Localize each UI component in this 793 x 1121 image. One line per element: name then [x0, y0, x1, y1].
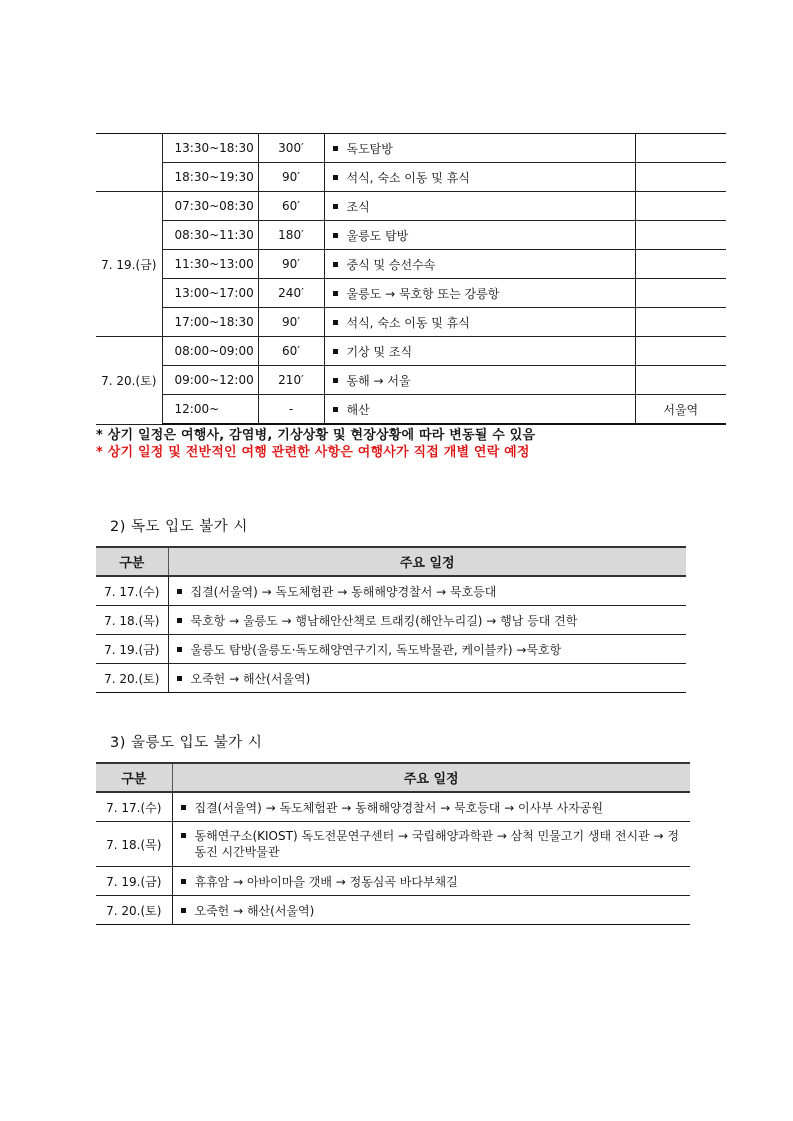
square-bullet-icon	[333, 262, 338, 267]
activity-cell	[324, 192, 635, 221]
plan-cell	[172, 822, 690, 867]
table-header-row	[96, 547, 686, 576]
duration-cell: 90′	[258, 163, 324, 192]
table-row	[96, 134, 726, 163]
plan-cell	[168, 635, 686, 664]
date-cell: 7. 19.(금)	[96, 635, 168, 664]
square-bullet-icon	[177, 589, 182, 594]
duration-cell: 60′	[258, 337, 324, 366]
date-cell: 7. 17.(수)	[96, 576, 168, 606]
table-row	[96, 635, 686, 664]
table-row	[96, 896, 690, 925]
activity-text: 조식	[346, 199, 370, 214]
activity-cell	[324, 163, 635, 192]
duration-cell: 240′	[258, 279, 324, 308]
note-cell	[635, 134, 726, 163]
note-cell	[635, 221, 726, 250]
plan-cell	[172, 867, 690, 896]
date-cell: 7. 17.(수)	[96, 792, 172, 822]
square-bullet-icon	[181, 833, 186, 838]
table-row	[96, 576, 686, 606]
activity-cell	[324, 279, 635, 308]
table-row	[96, 337, 726, 366]
header-main-schedule: 주요 일정	[168, 547, 686, 576]
day-cell: 7. 19.(금)	[96, 192, 162, 337]
square-bullet-icon	[333, 233, 338, 238]
time-cell: 12:00~	[162, 395, 258, 425]
activity-cell	[324, 134, 635, 163]
time-cell: 07:30~08:30	[162, 192, 258, 221]
activity-text: 울릉도 탐방	[346, 228, 409, 243]
table-row	[96, 606, 686, 635]
note-cell	[635, 192, 726, 221]
activity-cell	[324, 366, 635, 395]
square-bullet-icon	[181, 908, 186, 913]
square-bullet-icon	[333, 320, 338, 325]
table-row	[96, 192, 726, 221]
duration-cell: 300′	[258, 134, 324, 163]
activity-text: 석식, 숙소 이동 및 휴식	[346, 170, 470, 185]
day-cell: 7. 20.(토)	[96, 337, 162, 425]
date-cell: 7. 18.(목)	[96, 606, 168, 635]
table-row	[96, 664, 686, 693]
duration-cell: 90′	[258, 308, 324, 337]
table-row	[96, 395, 726, 425]
time-cell: 18:30~19:30	[162, 163, 258, 192]
table-row	[96, 867, 690, 896]
square-bullet-icon	[333, 146, 338, 151]
plan-text: 동해연구소(KIOST) 독도전문연구센터 → 국립해양과학관 → 삼척 민물고기 생태 전시관 → 정동진 시간박물관	[194, 829, 679, 859]
activity-cell	[324, 337, 635, 366]
table-row	[96, 163, 726, 192]
activity-text: 중식 및 승선수속	[346, 257, 436, 272]
activity-text: 석식, 숙소 이동 및 휴식	[346, 315, 470, 330]
plan-cell	[172, 896, 690, 925]
time-cell: 08:30~11:30	[162, 221, 258, 250]
square-bullet-icon	[177, 618, 182, 623]
day-cell	[96, 134, 162, 192]
header-category: 구분	[96, 547, 168, 576]
duration-cell: 90′	[258, 250, 324, 279]
square-bullet-icon	[333, 407, 338, 412]
table-row	[96, 221, 726, 250]
square-bullet-icon	[333, 349, 338, 354]
square-bullet-icon	[333, 291, 338, 296]
note-cell	[635, 308, 726, 337]
duration-cell: -	[258, 395, 324, 425]
activity-text: 해산	[346, 402, 370, 417]
square-bullet-icon	[333, 175, 338, 180]
table-row	[96, 279, 726, 308]
schedule-table	[96, 133, 726, 425]
table-header-row	[96, 763, 690, 792]
activity-cell	[324, 395, 635, 425]
header-main-schedule: 주요 일정	[172, 763, 690, 792]
time-cell: 13:30~18:30	[162, 134, 258, 163]
table-row	[96, 250, 726, 279]
time-cell: 17:00~18:30	[162, 308, 258, 337]
table-row	[96, 308, 726, 337]
note-cell	[635, 279, 726, 308]
ulleungdo-alternative-table	[96, 762, 690, 925]
plan-cell	[168, 606, 686, 635]
square-bullet-icon	[177, 676, 182, 681]
activity-cell	[324, 250, 635, 279]
activity-text: 기상 및 조식	[346, 344, 413, 359]
header-category: 구분	[96, 763, 172, 792]
time-cell: 08:00~09:00	[162, 337, 258, 366]
activity-cell	[324, 221, 635, 250]
date-cell: 7. 20.(토)	[96, 664, 168, 693]
plan-text: 집결(서울역) → 독도체험관 → 동해해양경찰서 → 묵호등대 → 이사부 사자공원	[194, 800, 603, 815]
dokdo-alternative-table	[96, 546, 686, 693]
plan-text: 오죽헌 → 해산(서울역)	[190, 671, 311, 686]
square-bullet-icon	[333, 204, 338, 209]
note-cell	[635, 163, 726, 192]
time-cell: 13:00~17:00	[162, 279, 258, 308]
activity-text: 울릉도 → 묵호항 또는 강릉항	[346, 286, 500, 301]
square-bullet-icon	[181, 805, 186, 810]
date-cell: 7. 18.(목)	[96, 822, 172, 867]
note-cell	[635, 366, 726, 395]
plan-text: 휴휴암 → 아바이마을 갯배 → 정동심곡 바다부채길	[194, 874, 458, 889]
notice-contact-red: * 상기 일정 및 전반적인 여행 관련한 사항은 여행사가 직접 개별 연락 예정	[96, 445, 530, 460]
activity-text: 독도탐방	[346, 141, 393, 156]
duration-cell: 180′	[258, 221, 324, 250]
square-bullet-icon	[181, 879, 186, 884]
plan-cell	[168, 664, 686, 693]
note-cell	[635, 250, 726, 279]
section-title-dokdo-unavailable: 2) 독도 입도 불가 시	[110, 519, 248, 535]
table-row	[96, 822, 690, 867]
date-cell: 7. 19.(금)	[96, 867, 172, 896]
note-cell: 서울역	[635, 395, 726, 425]
section-title-ulleungdo-unavailable: 3) 울릉도 입도 불가 시	[110, 735, 263, 751]
plan-text: 집결(서울역) → 독도체험관 → 동해해양경찰서 → 묵호등대	[190, 584, 497, 599]
plan-text: 울릉도 탐방(울릉도·독도해양연구기지, 독도박물관, 케이블카) →묵호항	[190, 642, 562, 657]
plan-cell	[172, 792, 690, 822]
time-cell: 09:00~12:00	[162, 366, 258, 395]
table-row	[96, 792, 690, 822]
activity-text: 동해 → 서울	[346, 373, 411, 388]
time-cell: 11:30~13:00	[162, 250, 258, 279]
plan-text: 묵호항 → 울릉도 → 행남해안산책로 트래킹(해안누리길) → 행남 등대 견학	[190, 613, 578, 628]
square-bullet-icon	[177, 647, 182, 652]
activity-cell	[324, 308, 635, 337]
note-cell	[635, 337, 726, 366]
plan-text: 오죽헌 → 해산(서울역)	[194, 903, 315, 918]
plan-cell	[168, 576, 686, 606]
table-row	[96, 366, 726, 395]
duration-cell: 60′	[258, 192, 324, 221]
square-bullet-icon	[333, 378, 338, 383]
notice-schedule-change: * 상기 일정은 여행사, 감염병, 기상상황 및 현장상황에 따라 변동될 수 있음	[96, 428, 536, 443]
date-cell: 7. 20.(토)	[96, 896, 172, 925]
duration-cell: 210′	[258, 366, 324, 395]
